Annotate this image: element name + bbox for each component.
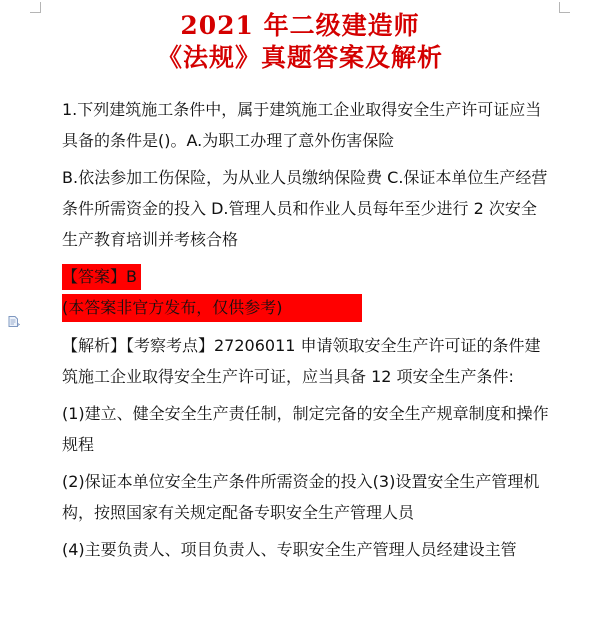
document-title-line-2: 《法规》真题答案及解析 — [156, 43, 443, 72]
answer-line — [62, 261, 552, 292]
analysis-item-1: (1)建立、健全安全生产责任制，制定完备的安全生产规章制度和操作规程 — [62, 404, 549, 454]
analysis-intro: 【解析】【考察考点】27206011 申请领取安全生产许可证的条件建筑施工企业取得安全生产许可证，应当具备 12 项安全生产条件: — [62, 336, 541, 386]
analysis-item-2: (2)保证本单位安全生产条件所需资金的投入(3)设置安全生产管理机构，按照国家有关规定配备专职安全生产管理人员 — [62, 472, 540, 522]
answer-note: (本答案非官方发布，仅供参考) — [62, 294, 362, 322]
document-title-line-1: 2021 年二级建造师 — [180, 11, 420, 40]
answer-label: 【答案】B — [62, 264, 141, 290]
question-options: B.依法参加工伤保险，为从业人员缴纳保险费 C.保证本单位生产经营条件所需资金的投入 D.管理人员和作业人员每年至少进行 2 次安全生产教育培训并考核合格 — [62, 168, 548, 249]
analysis-item-3: (4)主要负责人、项目负责人、专职安全生产管理人员经建设主管 — [62, 540, 517, 559]
document-body — [62, 94, 552, 571]
question-text: 1.下列建筑施工条件中，属于建筑施工企业取得安全生产许可证应当具备的条件是()。A.为职工办理了意外伤害保险 — [62, 100, 542, 150]
document-icon — [8, 316, 20, 327]
